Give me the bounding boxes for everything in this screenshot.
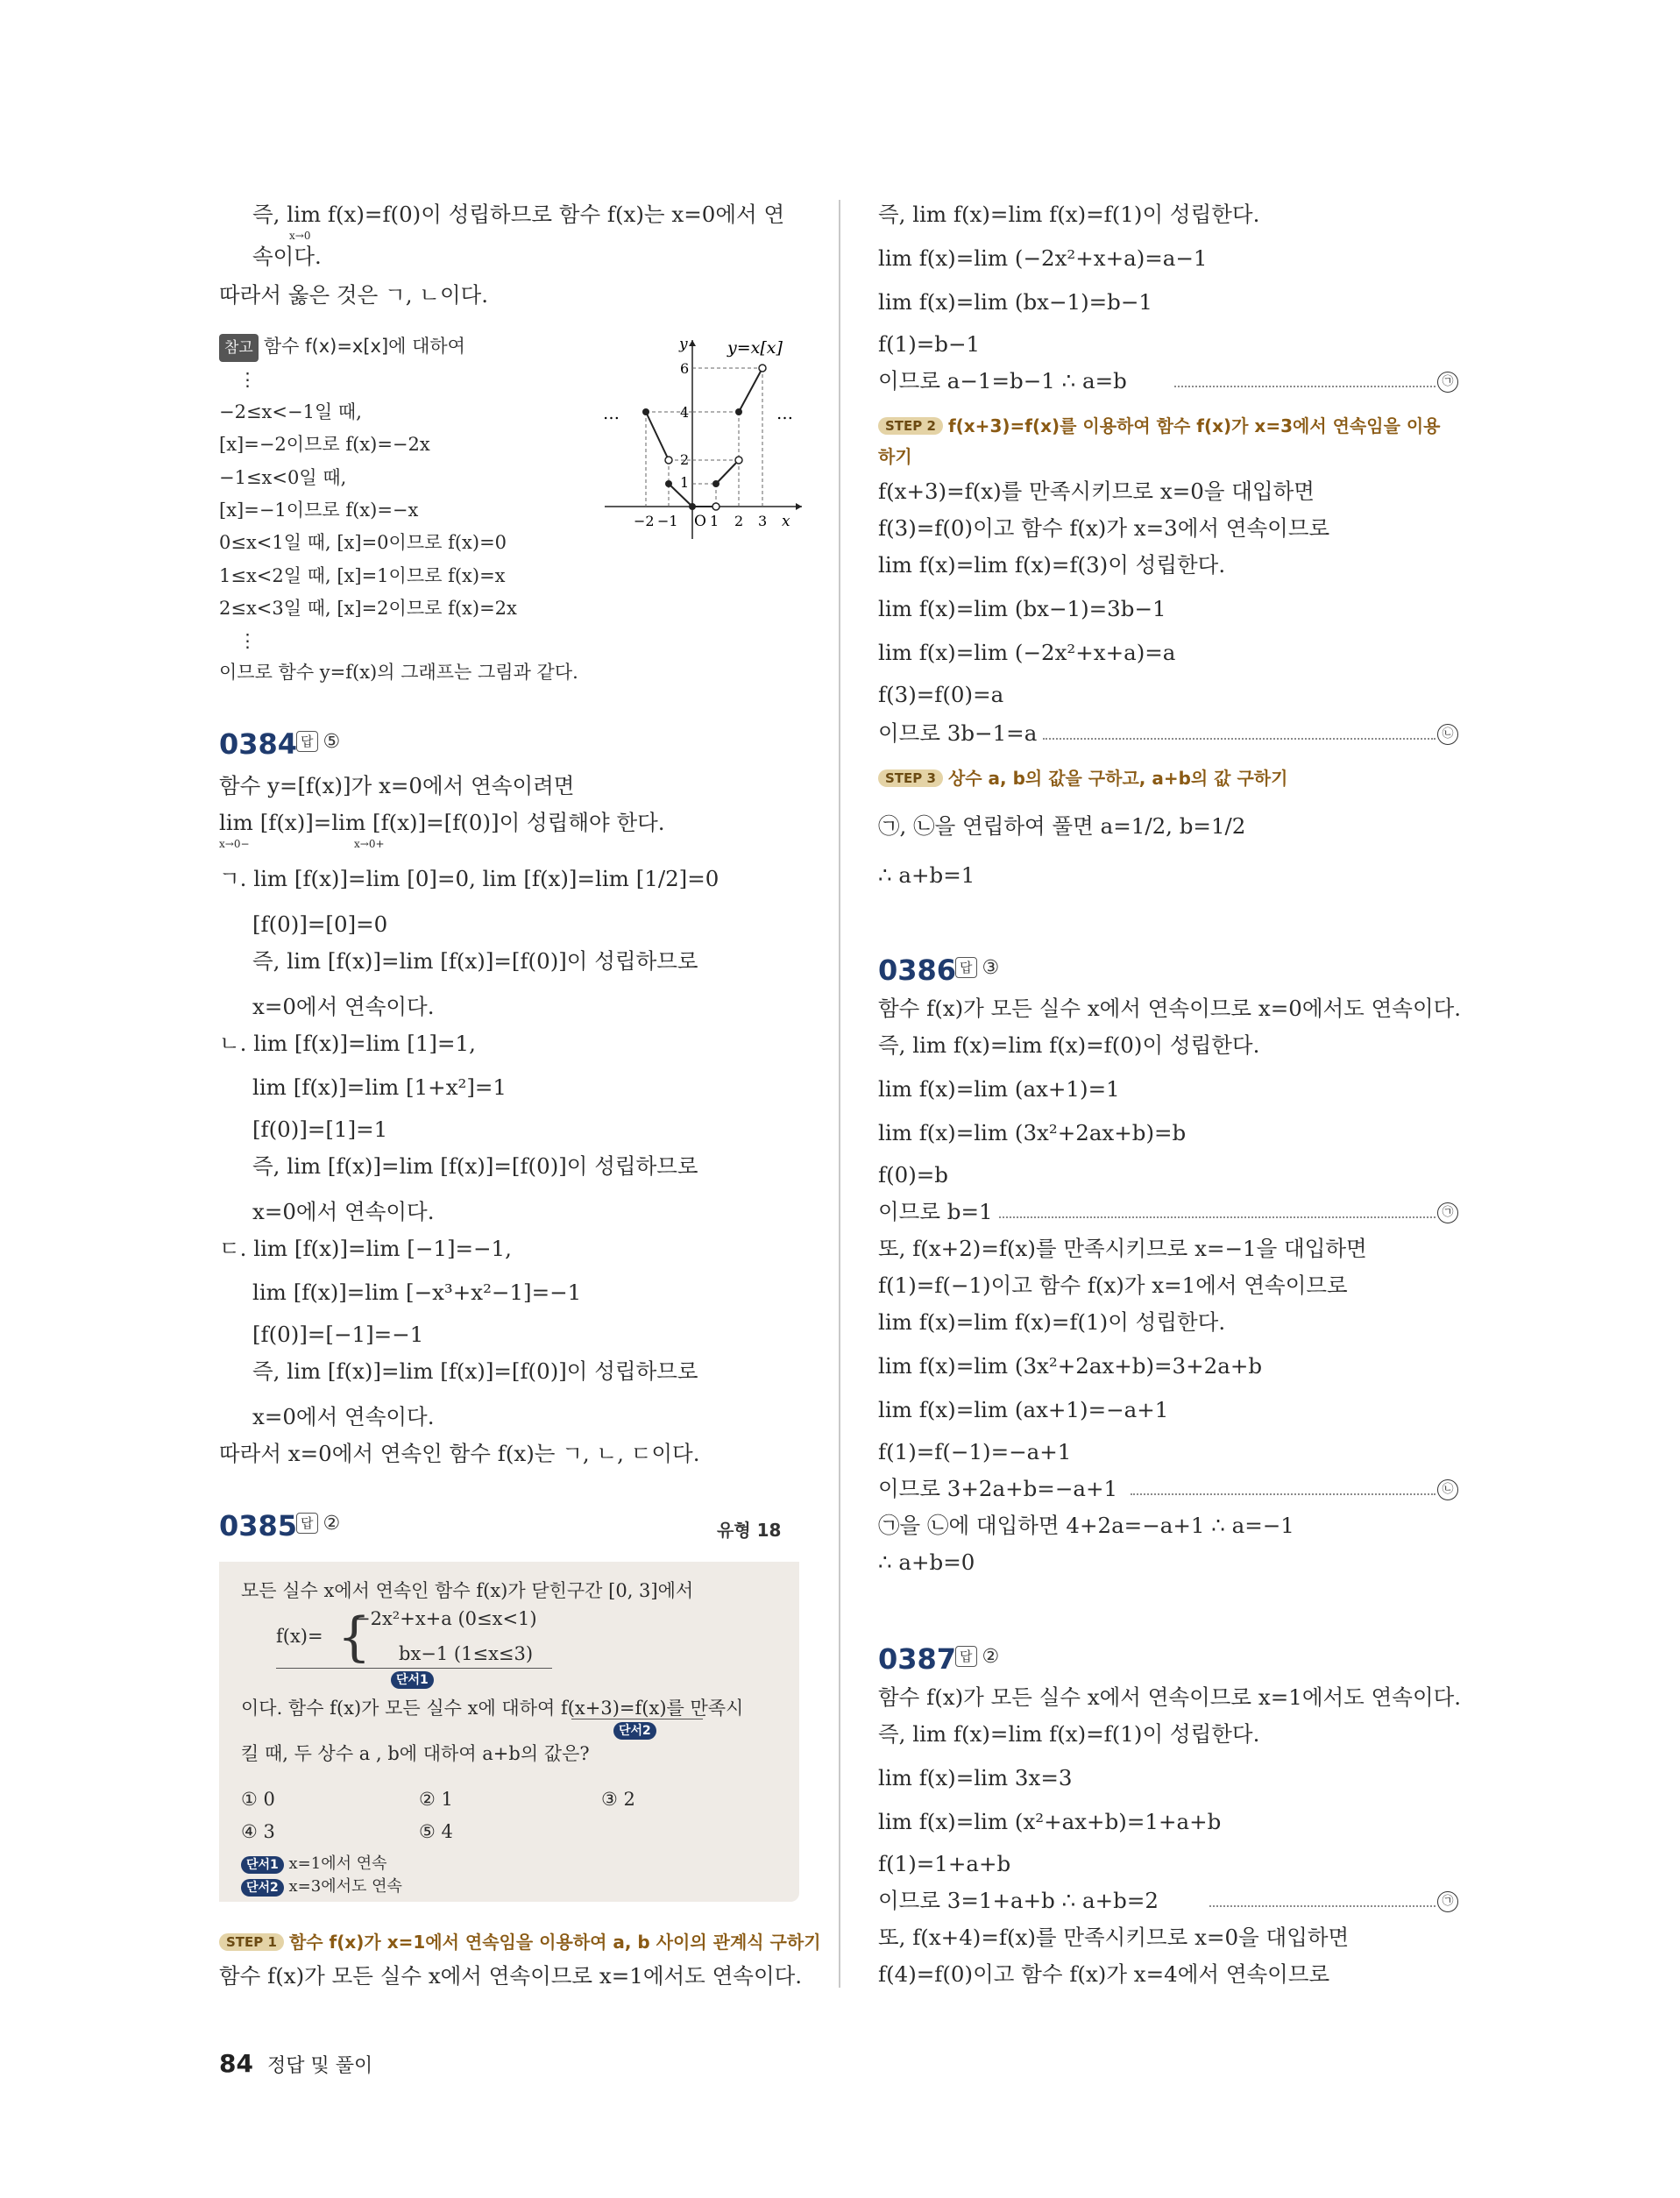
hint-2-badge: 단서2 <box>241 1879 284 1897</box>
solution-line: f(1)=f(−1)=−a+1 <box>878 1439 1072 1464</box>
step-2-heading-cont: 하기 <box>878 446 912 467</box>
solution-line: lim f(x)=lim (bx−1)=b−1 <box>878 289 1152 315</box>
choice: ⑤ 4 <box>419 1821 453 1842</box>
solution-line: x=0에서 연속이다. <box>252 1404 435 1429</box>
solution-line: ㉠, ㉡을 연립하여 풀면 a=1/2, b=1/2 <box>878 813 1246 839</box>
hint-1-badge: 단서1 <box>241 1856 284 1874</box>
problem-number: 0387 <box>878 1642 957 1676</box>
note-line: 2≤x<3일 때, [x]=2이므로 f(x)=2x <box>219 598 517 619</box>
note-line: 1≤x<2일 때, [x]=1이므로 f(x)=x <box>219 565 506 586</box>
solution-line: lim f(x)=lim (ax+1)=−a+1 <box>878 1397 1169 1422</box>
solution-line: 이므로 3=1+a+b ∴ a+b=2 <box>878 1888 1159 1913</box>
intro-line-3: 따라서 옳은 것은 ㄱ, ㄴ이다. <box>219 282 489 308</box>
solution-line: 이므로 3b−1=a <box>878 720 1038 746</box>
hint-2-tag <box>613 1721 656 1740</box>
step-3-title: 상수 a, b의 값을 구하고, a+b의 값 구하기 <box>947 768 1288 789</box>
note-line: 0≤x<1일 때, [x]=0이므로 f(x)=0 <box>219 532 507 553</box>
choice: ③ 2 <box>601 1789 635 1810</box>
solution-line: [f(0)]=[0]=0 <box>252 911 388 937</box>
leader-dots <box>1209 1905 1435 1907</box>
solution-line: lim f(x)=lim (3x²+2ax+b)=3+2a+b <box>878 1353 1263 1379</box>
step-3-tag: STEP 3 <box>878 769 943 787</box>
problem-text: 이다. 함수 f(x)가 모든 실수 x에 대하여 f(x+3)=f(x)를 만족시 <box>241 1698 744 1719</box>
note-title <box>219 333 465 362</box>
hint-2-tag-text: 단서2 <box>613 1722 656 1740</box>
graph-x-tick: 2 <box>734 513 744 529</box>
solution-line: lim f(x)=lim (−2x²+x+a)=a <box>878 640 1176 665</box>
column-divider <box>839 200 840 1988</box>
hint-1-tag <box>391 1670 434 1689</box>
solution-line: 함수 f(x)가 모든 실수 x에서 연속이므로 x=1에서도 연속이다. <box>878 1684 1462 1710</box>
solution-line: ㄷ. lim [f(x)]=lim [−1]=−1, <box>219 1236 512 1261</box>
limit-sub: x→0− <box>219 838 250 850</box>
page-footer <box>219 2049 372 2078</box>
solution-line: ∴ a+b=0 <box>878 1549 975 1575</box>
graph-x-tick: 3 <box>758 513 768 529</box>
note-badge: 참고 <box>219 334 259 362</box>
hint-1-text: x=1에서 연속 <box>288 1854 387 1873</box>
graph-y-tick: 4 <box>680 404 690 421</box>
solution-line: f(3)=f(0)=a <box>878 682 1004 707</box>
solution-line: f(0)=b <box>878 1162 948 1188</box>
solution-line: 함수 y=[f(x)]가 x=0에서 연속이려면 <box>219 773 575 798</box>
note-line: 이므로 함수 y=f(x)의 그래프는 그림과 같다. <box>219 662 578 683</box>
solution-line: 함수 f(x)가 모든 실수 x에서 연속이므로 x=0에서도 연속이다. <box>878 996 1462 1021</box>
leader-dots <box>999 1216 1435 1218</box>
answer-tag: 답 <box>296 731 318 752</box>
footer-title: 정답 및 풀이 <box>266 2055 373 2077</box>
note-line: [x]=−1이므로 f(x)=−x <box>219 500 419 521</box>
solution-line: 즉, lim [f(x)]=lim [f(x)]=[f(0)]이 성립하므로 <box>252 1153 698 1179</box>
page-number: 84 <box>219 2049 253 2078</box>
solution-line: 또, f(x+4)=f(x)를 만족시키므로 x=0을 대입하면 <box>878 1925 1350 1950</box>
problem-case-1: −2x²+x+a (0≤x<1) <box>355 1608 537 1629</box>
graph-y-axis-label: y <box>679 336 688 353</box>
step-2-heading <box>878 412 1441 437</box>
solution-line: x=0에서 연속이다. <box>252 1199 435 1224</box>
solution-line: [f(0)]=[1]=1 <box>252 1117 388 1142</box>
intro-sub: x→0 <box>289 230 311 242</box>
solution-line: 즉, lim [f(x)]=lim [f(x)]=[f(0)]이 성립하므로 <box>252 948 698 974</box>
mark-circle: ㉡ <box>1437 724 1458 745</box>
answer-value: ③ <box>982 957 1000 979</box>
step-1-title: 함수 f(x)가 x=1에서 연속임을 이용하여 a, b 사이의 관계식 구하기 <box>288 1932 821 1953</box>
problem-number: 0385 <box>219 1509 298 1542</box>
graph-x-tick: −1 <box>657 513 678 529</box>
answer-tag: 답 <box>296 1513 318 1534</box>
solution-line: 이므로 b=1 <box>878 1199 993 1224</box>
choice: ① 0 <box>241 1789 275 1810</box>
step-1-tag: STEP 1 <box>219 1933 284 1951</box>
mark-circle: ㉡ <box>1437 1479 1458 1500</box>
solution-line: 이므로 a−1=b−1 ∴ a=b <box>878 368 1127 394</box>
solution-line: 따라서 x=0에서 연속인 함수 f(x)는 ㄱ, ㄴ, ㄷ이다. <box>219 1441 700 1466</box>
solution-line: 또, f(x+2)=f(x)를 만족시키므로 x=−1을 대입하면 <box>878 1236 1367 1261</box>
answer-badge <box>955 1646 999 1668</box>
solution-line: 즉, lim [f(x)]=lim [f(x)]=[f(0)]이 성립하므로 <box>252 1358 698 1384</box>
problem-number: 0384 <box>219 727 298 761</box>
hint-underline <box>276 1668 552 1669</box>
solution-line: f(3)=f(0)이고 함수 f(x)가 x=3에서 연속이므로 <box>878 515 1330 541</box>
solution-line: ∴ a+b=1 <box>878 862 975 888</box>
note-title-text: 함수 f(x)=x[x]에 대하여 <box>263 336 465 357</box>
graph-ellipsis-left: … <box>603 404 620 423</box>
hint-1-tag-text: 단서1 <box>391 1671 434 1689</box>
leader-dots <box>1131 1493 1435 1495</box>
brace: { <box>337 1606 372 1668</box>
intro-line-2: 속이다. <box>252 244 322 269</box>
intro-line-1: 즉, lim f(x)=f(0)이 성립하므로 함수 f(x)는 x=0에서 연 <box>252 202 785 227</box>
problem-number: 0386 <box>878 954 957 987</box>
graph-x-tick: −2 <box>634 513 655 529</box>
solution-line: 함수 f(x)가 모든 실수 x에서 연속이므로 x=1에서도 연속이다. <box>219 1963 803 1989</box>
solution-line: lim f(x)=lim (−2x²+x+a)=a−1 <box>878 245 1208 271</box>
note-line: −1≤x<0일 때, <box>219 467 347 488</box>
graph-y-x-floor-x <box>596 333 806 543</box>
step-2-tag: STEP 2 <box>878 417 943 435</box>
solution-line: 이므로 3+2a+b=−a+1 <box>878 1476 1118 1501</box>
solution-line: 즉, lim f(x)=lim f(x)=f(1)이 성립한다. <box>878 202 1260 227</box>
graph-y-tick: 1 <box>680 474 690 491</box>
answer-badge <box>296 731 340 753</box>
solution-line: lim f(x)=lim f(x)=f(3)이 성립한다. <box>878 552 1226 578</box>
solution-line: lim f(x)=lim (3x²+2ax+b)=b <box>878 1120 1187 1145</box>
answer-badge <box>955 957 999 979</box>
solution-line: f(1)=b−1 <box>878 331 981 357</box>
solution-line: f(1)=f(−1)이고 함수 f(x)가 x=1에서 연속이므로 <box>878 1273 1348 1298</box>
note-line: ⋮ <box>238 630 257 651</box>
leader-dots <box>1174 386 1435 387</box>
solution-line: ㄱ. lim [f(x)]=lim [0]=0, lim [f(x)]=lim [1/2]=0 <box>219 866 719 891</box>
mark-circle: ㉠ <box>1437 1202 1458 1223</box>
hint-2-text: x=3에서도 연속 <box>288 1877 402 1896</box>
answer-tag: 답 <box>955 1646 977 1667</box>
mark-circle: ㉠ <box>1437 372 1458 393</box>
solution-line: lim [f(x)]=lim [−x³+x²−1]=−1 <box>252 1280 582 1305</box>
answer-value: ② <box>323 1513 341 1535</box>
solution-line: ㄴ. lim [f(x)]=lim [1]=1, <box>219 1031 476 1056</box>
graph-origin: O <box>694 513 706 530</box>
mark-circle: ㉠ <box>1437 1891 1458 1912</box>
solution-line: lim f(x)=lim (x²+ax+b)=1+a+b <box>878 1809 1222 1834</box>
answer-tag: 답 <box>955 957 977 978</box>
graph-x-tick: 1 <box>710 513 719 529</box>
solution-line: 즉, lim f(x)=lim f(x)=f(0)이 성립한다. <box>878 1032 1260 1058</box>
solution-line: ㉠을 ㉡에 대입하면 4+2a=−a+1 ∴ a=−1 <box>878 1513 1294 1538</box>
solution-line: lim f(x)=lim 3x=3 <box>878 1765 1073 1790</box>
answer-value: ② <box>982 1646 1000 1668</box>
step-1-heading <box>219 1928 821 1953</box>
solution-line: lim f(x)=lim (ax+1)=1 <box>878 1076 1120 1102</box>
hint-2 <box>241 1874 402 1900</box>
problem-text: 킬 때, 두 상수 a , b에 대하여 a+b의 값은? <box>241 1743 590 1764</box>
step-2-title: f(x+3)=f(x)를 이용하여 함수 f(x)가 x=3에서 연속임을 이용 <box>947 415 1441 436</box>
graph-y-tick: 6 <box>680 360 690 377</box>
solution-line: [f(0)]=[−1]=−1 <box>252 1322 424 1347</box>
note-line: ⋮ <box>238 369 257 390</box>
solution-line: 즉, lim f(x)=lim f(x)=f(1)이 성립한다. <box>878 1721 1260 1747</box>
solution-line: lim [f(x)]=lim [1+x²]=1 <box>252 1074 507 1100</box>
problem-fx: f(x)= <box>276 1626 323 1647</box>
solution-line: x=0에서 연속이다. <box>252 994 435 1019</box>
graph-y-tick: 2 <box>680 451 690 468</box>
solution-line: lim f(x)=lim (bx−1)=3b−1 <box>878 596 1166 621</box>
note-line: [x]=−2이므로 f(x)=−2x <box>219 434 430 455</box>
leader-dots <box>1043 738 1435 740</box>
solution-line: f(4)=f(0)이고 함수 f(x)가 x=4에서 연속이므로 <box>878 1961 1330 1987</box>
solution-line: lim f(x)=lim f(x)=f(1)이 성립한다. <box>878 1309 1226 1335</box>
answer-badge <box>296 1513 340 1535</box>
answer-value: ⑤ <box>323 731 341 753</box>
choice: ② 1 <box>419 1789 453 1810</box>
choice: ④ 3 <box>241 1821 275 1842</box>
type-label: 유형 18 <box>717 1520 782 1541</box>
limit-sub: x→0+ <box>354 838 385 850</box>
problem-text: 모든 실수 x에서 연속인 함수 f(x)가 닫힌구간 [0, 3]에서 <box>241 1580 694 1601</box>
step-3-heading <box>878 764 1287 790</box>
problem-case-2: bx−1 (1≤x≤3) <box>399 1643 534 1664</box>
solution-line: f(1)=1+a+b <box>878 1851 1011 1876</box>
graph-x-axis-label: x <box>782 513 790 530</box>
solution-line: f(x+3)=f(x)를 만족시키므로 x=0을 대입하면 <box>878 479 1315 504</box>
graph-label: y=x[x] <box>727 338 783 358</box>
graph-ellipsis-right: … <box>776 404 793 423</box>
note-line: −2≤x<−1일 때, <box>219 401 362 422</box>
solution-line: lim [f(x)]=lim [f(x)]=[f(0)]이 성립해야 한다. <box>219 810 665 835</box>
